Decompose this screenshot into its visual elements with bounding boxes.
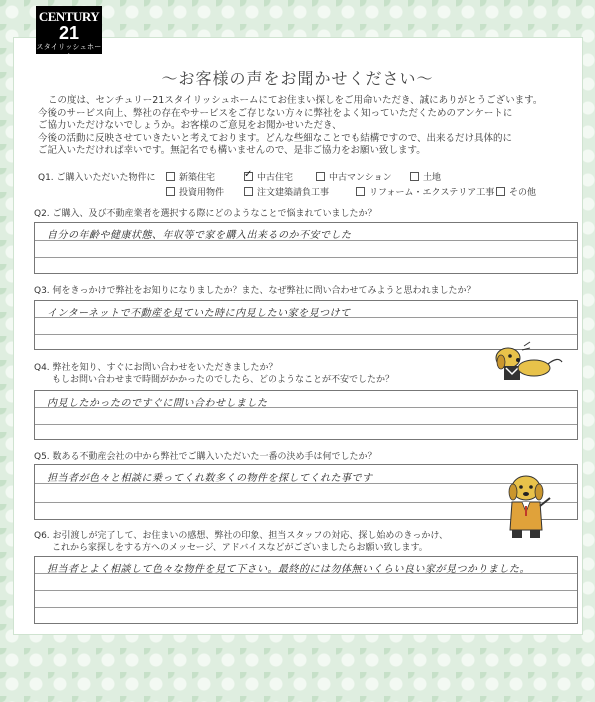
intro-line: 今後のサービス向上、弊社の存在やサービスをご存じない方々に弊社をよく知っていただくためのアンケートに — [38, 107, 513, 119]
q1-label: Q1. ご購入いただいた物件に — [38, 173, 156, 183]
q3-question: Q3. 何をきっかけで弊社をお知りになりましたか？また、なぜ弊社に問い合わせてみようと思われましたか？ — [34, 286, 476, 296]
q3-answer: インターネットで不動産を見ていた時に内見したい家を見つけて — [47, 308, 351, 319]
q1-option-investment[interactable]: 投資用物件 — [166, 185, 224, 198]
q4-question-line1: Q4. 弊社を知り、すぐにお問い合わせをいただきましたか？ — [34, 363, 278, 373]
q6-question-line1: Q6. お引渡しが完了して、お住まいの感想、弊社の印象、担当スタッフの対応、探し始めのきっかけ、 — [34, 531, 448, 541]
q6-answer-box[interactable] — [34, 556, 578, 624]
checkbox-checked[interactable] — [244, 172, 253, 181]
logo-brand: CENTURY — [38, 9, 100, 24]
q1-option-used-mansion[interactable]: 中古マンション — [316, 170, 392, 183]
q4-question-line2: もしお問い合わせまで時間がかかったのでしたら、どのようなことが不安でしたか？ — [34, 375, 395, 385]
intro-line: 今後の活動に反映させていきたいと考えております。どんな些細なことでも結構ですので、出来るだけ具体的に — [38, 132, 513, 144]
q6-question-line2: これから家探しをする方へのメッセージ、アドバイスなどがございましたらお願い致します。 — [34, 543, 428, 553]
q1-option-land[interactable]: 土地 — [410, 170, 441, 183]
century21-logo — [36, 6, 102, 60]
checkbox[interactable] — [244, 187, 253, 196]
running-dog-mascot-icon — [486, 338, 566, 388]
checkbox[interactable] — [356, 187, 365, 196]
q6-answer: 担当者とよく相談して色々な物件を見て下さい。最終的には勿体無いくらい良い家が見つかりました。 — [47, 564, 530, 575]
checkbox[interactable] — [166, 172, 175, 181]
intro-line: この度は、センチュリー21スタイリッシュホームにてお住まい探しをご用命いただき、誠にありがとうございます。 — [48, 95, 543, 106]
q5-answer-box[interactable] — [34, 464, 578, 520]
ruled-line — [35, 334, 577, 335]
checkbox[interactable] — [166, 187, 175, 196]
checkbox[interactable] — [410, 172, 419, 181]
q4-answer-box[interactable] — [34, 390, 578, 440]
checkbox[interactable] — [496, 187, 505, 196]
q4-answer: 内見したかったのですぐに問い合わせしました — [47, 398, 268, 409]
q1-option-other[interactable]: その他 — [496, 185, 536, 198]
intro-text — [38, 95, 558, 158]
q2-question: Q2. ご購入、及び不動産業者を選択する際にどのようなことで悩まれていましたか？ — [34, 209, 377, 219]
logo-number: 21 — [58, 23, 80, 43]
page-title: ～お客様の声をお聞かせください～ — [161, 69, 434, 88]
ruled-line — [35, 607, 577, 608]
ruled-line — [35, 502, 577, 503]
ruled-line — [35, 590, 577, 591]
intro-line: ご協力いただけないでしょうか。お客様のご意見をお聞かせいただき、 — [38, 120, 342, 131]
intro-line: ご記入いただければ幸いです。無記名でも構いませんので、是非ご協力をお願い致します。 — [38, 145, 426, 156]
q1-option-used-house[interactable]: ✓ 中古住宅 — [244, 170, 293, 183]
ruled-line — [35, 424, 577, 425]
q1-option-new-house[interactable]: 新築住宅 — [166, 170, 215, 183]
q5-question: Q5. 数ある不動産会社の中から弊社でご購入いただいた一番の決め手は何でしたか？ — [34, 452, 377, 462]
logo-subtitle: スタイリッシュホーム — [36, 43, 102, 60]
q5-answer: 担当者が色々と相談に乗ってくれ数多くの物件を探してくれた事です — [47, 473, 373, 484]
q1-option-custom-build[interactable]: 注文建築請負工事 — [244, 185, 329, 198]
q2-answer: 自分の年齢や健康状態、年収等で家を購入出来るのか不安でした — [47, 230, 352, 241]
q2-answer-box[interactable] — [34, 222, 578, 274]
checkbox[interactable] — [316, 172, 325, 181]
q1-option-reform[interactable]: リフォーム・エクステリア工事 — [356, 185, 494, 198]
suit-dog-mascot-icon — [500, 472, 556, 542]
ruled-line — [35, 257, 577, 258]
